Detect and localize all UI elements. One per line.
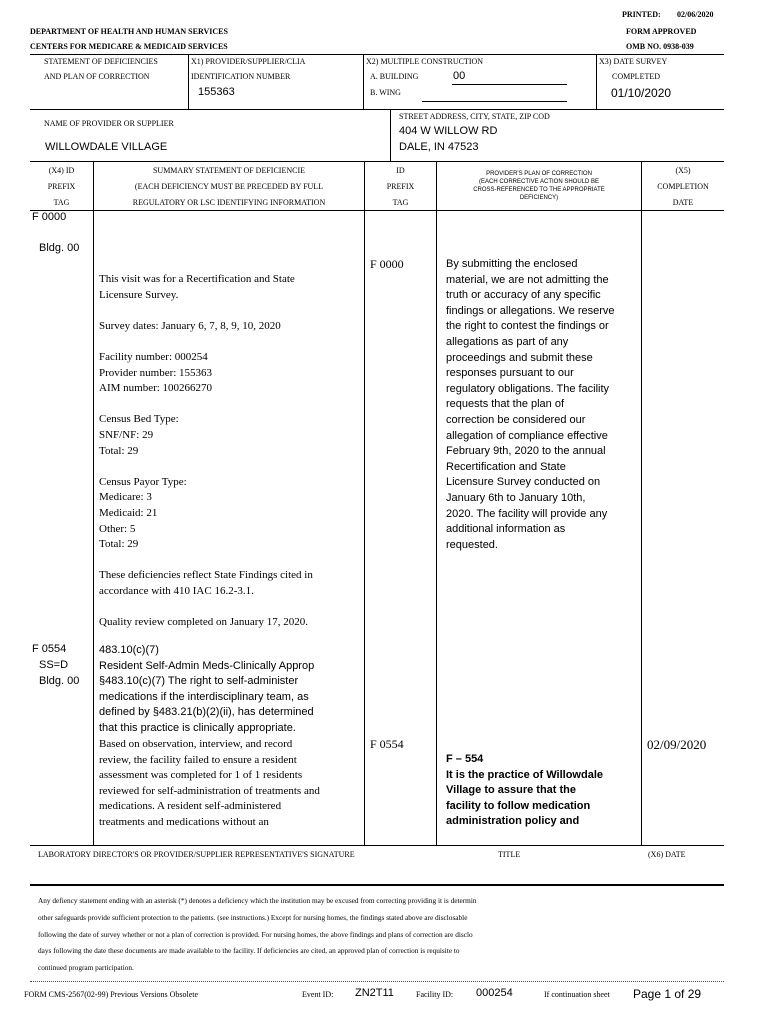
text-line: reviewed for self-administration of treatments and (99, 784, 320, 797)
text-line: continued program participation. (38, 963, 134, 973)
f0554-scope-severity: SS=D (39, 659, 69, 671)
text-line: facility to follow medication (446, 799, 591, 812)
text-line: Other: 5 (99, 522, 136, 535)
summary-header: SUMMARY STATEMENT OF DEFICIENCIE (EACH DEFICIENCY MUST BE PRECEDED BY FULL REGULATORY OR LSC IDENTIFYING INFORMATION (132, 166, 326, 207)
page-number: Page 1 of 29 (633, 987, 702, 1001)
survey-completed-date: 01/10/2020 (611, 86, 672, 100)
f0000-building: Bldg. 00 (39, 242, 80, 254)
completed-label: COMPLETED (612, 72, 660, 81)
f0000-plan-text (446, 257, 615, 553)
text-line: February 9th, 2020 to the annual (446, 445, 606, 458)
text-line: Licensure Survey. (99, 288, 179, 301)
f0554-completion-date: 02/09/2020 (647, 737, 707, 752)
text-line: proceedings and submit these (446, 351, 593, 364)
text-line (99, 303, 313, 319)
signature-label: LABORATORY DIRECTOR'S OR PROVIDER/SUPPLIER REPRESENTATIVE'S SIGNATURE (38, 850, 355, 859)
text-line: 2020. The facility will provide any (446, 507, 608, 520)
text-line: allegation of compliance effective (446, 429, 608, 442)
text-line: medications if the interdisciplinary team, as (99, 690, 309, 703)
address-street: 404 W WILLOW RD (399, 125, 498, 137)
x6-date-label: (X6) DATE (648, 850, 686, 859)
text-line: the right to contest the findings or (446, 320, 609, 333)
text-line: January 6th to January 10th, (446, 491, 586, 504)
text-line (99, 553, 313, 569)
f0000-prefix-tag: F 0000 (32, 211, 67, 223)
form-approved: FORM APPROVED (626, 27, 697, 36)
f0554-regulation-text (99, 643, 314, 737)
text-line: SNF/NF: 29 (99, 428, 154, 441)
identification-label: IDENTIFICATION NUMBER (191, 72, 291, 81)
f0554-id-prefix: F 0554 (370, 737, 404, 751)
disclaimer-text (38, 893, 477, 977)
x3-label: X3) DATE SURVEY (599, 57, 668, 66)
facility-id: 000254 (476, 987, 513, 999)
printed-date: 02/06/2020 (677, 10, 714, 19)
text-line: Census Payor Type: (99, 475, 187, 488)
text-line: Quality review completed on January 17, 2020. (99, 616, 308, 629)
plan-header: PROVIDER'S PLAN OF CORRECTION (EACH CORRECTIVE ACTION SHOULD BE CROSS-REFERENCED TO THE APPROPRIATE DEFICIENCY) (473, 171, 605, 201)
text-line: correction be considered our (446, 413, 586, 426)
x5-completion-header: (X5) COMPLETION DATE (657, 166, 709, 207)
text-line: Licensure Survey conducted on (446, 476, 601, 489)
text-line: Provider number: 155363 (99, 366, 213, 379)
text-line: findings or allegations. We reserve (446, 304, 615, 317)
x2-label: X2) MULTIPLE CONSTRUCTION (366, 57, 484, 66)
provider-number: 155363 (198, 86, 235, 98)
printed-label: PRINTED: (622, 10, 661, 19)
text-line (99, 397, 313, 413)
a-building-label: A. BUILDING (370, 72, 419, 81)
text-line: Census Bed Type: (99, 413, 179, 426)
text-line: §483.10(c)(7) The right to self-administer (99, 675, 299, 688)
text-line: truth or accuracy of any specific (446, 289, 601, 302)
statement-label: STATEMENT OF DEFICIENCIES (44, 57, 158, 66)
x1-label: X1) PROVIDER/SUPPLIER/CLIA (191, 57, 306, 66)
event-id-label: Event ID: (302, 990, 334, 999)
text-line (99, 459, 313, 475)
text-line: Recertification and State (446, 460, 566, 473)
provider-name: WILLOWDALE VILLAGE (45, 141, 168, 153)
text-line: requested. (446, 538, 498, 551)
omb-number: OMB NO. 0938-039 (626, 42, 694, 51)
text-line: regulatory obligations. The facility (446, 382, 610, 395)
f0554-building: Bldg. 00 (39, 675, 80, 687)
f0000-summary-text (99, 272, 313, 631)
f0000-id-prefix: F 0000 (370, 257, 404, 271)
text-line: By submitting the enclosed (446, 258, 578, 270)
text-line: Facility number: 000254 (99, 350, 208, 363)
text-line: review, the facility failed to ensure a resident (99, 753, 297, 766)
continuation-label: If continuation sheet (544, 990, 610, 999)
text-line: Resident Self-Admin Meds-Clinically Approp (99, 659, 315, 672)
facility-id-label: Facility ID: (416, 990, 454, 999)
x4-id-header: (X4) ID PREFIX TAG (47, 166, 76, 207)
text-line: that this practice is clinically appropriate. (99, 721, 296, 734)
address-city: DALE, IN 47523 (399, 141, 479, 153)
text-line: Based on observation, interview, and record (99, 738, 293, 750)
text-line: These deficiencies reflect State Findings cited in (99, 569, 313, 582)
text-line: other safeguards provide sufficient protection to the patients. (see instructions.) Except for nursing homes, the findings stated above are disclosable (38, 912, 468, 922)
text-line: Village to assure that the (446, 784, 577, 797)
text-line: medications. A resident self-administered (99, 800, 282, 813)
text-line: additional information as (446, 523, 566, 536)
department-title: DEPARTMENT OF HEALTH AND HUMAN SERVICES (30, 27, 228, 36)
text-line: defined by §483.21(b)(2)(ii), has determined (99, 706, 314, 719)
text-line: material, we are not admitting the (446, 273, 609, 286)
text-line: Medicaid: 21 (99, 506, 158, 519)
f0554-plan-text (446, 752, 603, 830)
id-prefix-header: ID PREFIX TAG (386, 166, 415, 207)
form-number: FORM CMS-2567(02-99) Previous Versions Obsolete (24, 990, 199, 999)
text-line: administration policy and (446, 815, 580, 828)
text-line: This visit was for a Recertification and State (99, 273, 295, 285)
text-line: responses pursuant to our (446, 367, 574, 380)
text-line: Total: 29 (99, 444, 139, 457)
text-line: requests that the plan of (446, 398, 565, 411)
plan-label: AND PLAN OF CORRECTION (44, 72, 150, 81)
b-wing-label: B. WING (370, 88, 401, 97)
text-line: following the date of survey whether or not a plan of correction is provided. For nursing homes, the above findings and plans of correction are disclo (38, 929, 473, 939)
text-line: It is the practice of Willowdale (446, 768, 603, 781)
text-line (99, 599, 313, 615)
text-line: allegations as part of any (446, 335, 569, 348)
text-line: Any defiency statement ending with an asterisk (*) denotes a deficiency which the institution may be excused from correcting providing it is determin (38, 896, 477, 905)
text-line: accordance with 410 IAC 16.2-3.1. (99, 584, 254, 597)
title-label: TITLE (498, 850, 521, 859)
text-line: Survey dates: January 6, 7, 8, 9, 10, 2020 (99, 319, 281, 332)
text-line: assessment was completed for 1 of 1 residents (99, 769, 303, 782)
footer-dotted-rule (30, 981, 724, 982)
address-label: STREET ADDRESS, CITY, STATE, ZIP COD (399, 112, 550, 121)
text-line: F – 554 (446, 753, 484, 765)
text-line: Medicare: 3 (99, 491, 152, 504)
text-line: AIM number: 100266270 (99, 382, 213, 395)
text-line: Total: 29 (99, 538, 139, 551)
provider-name-label: NAME OF PROVIDER OR SUPPLIER (44, 119, 174, 128)
f0554-finding-text (99, 737, 320, 831)
text-line: days following the date these documents are made available to the facility. If deficiencies are cited, an approved plan of correction is requisite to (38, 946, 460, 956)
text-line (99, 334, 313, 350)
event-id: ZN2T11 (355, 987, 394, 999)
footer-divider (30, 884, 724, 886)
centers-title: CENTERS FOR MEDICARE & MEDICAID SERVICES (30, 42, 228, 51)
f0554-prefix-tag: F 0554 (32, 643, 67, 655)
text-line: 483.10(c)(7) (99, 644, 159, 656)
text-line: treatments and medications without an (99, 815, 269, 828)
building-value: 00 (453, 70, 466, 82)
